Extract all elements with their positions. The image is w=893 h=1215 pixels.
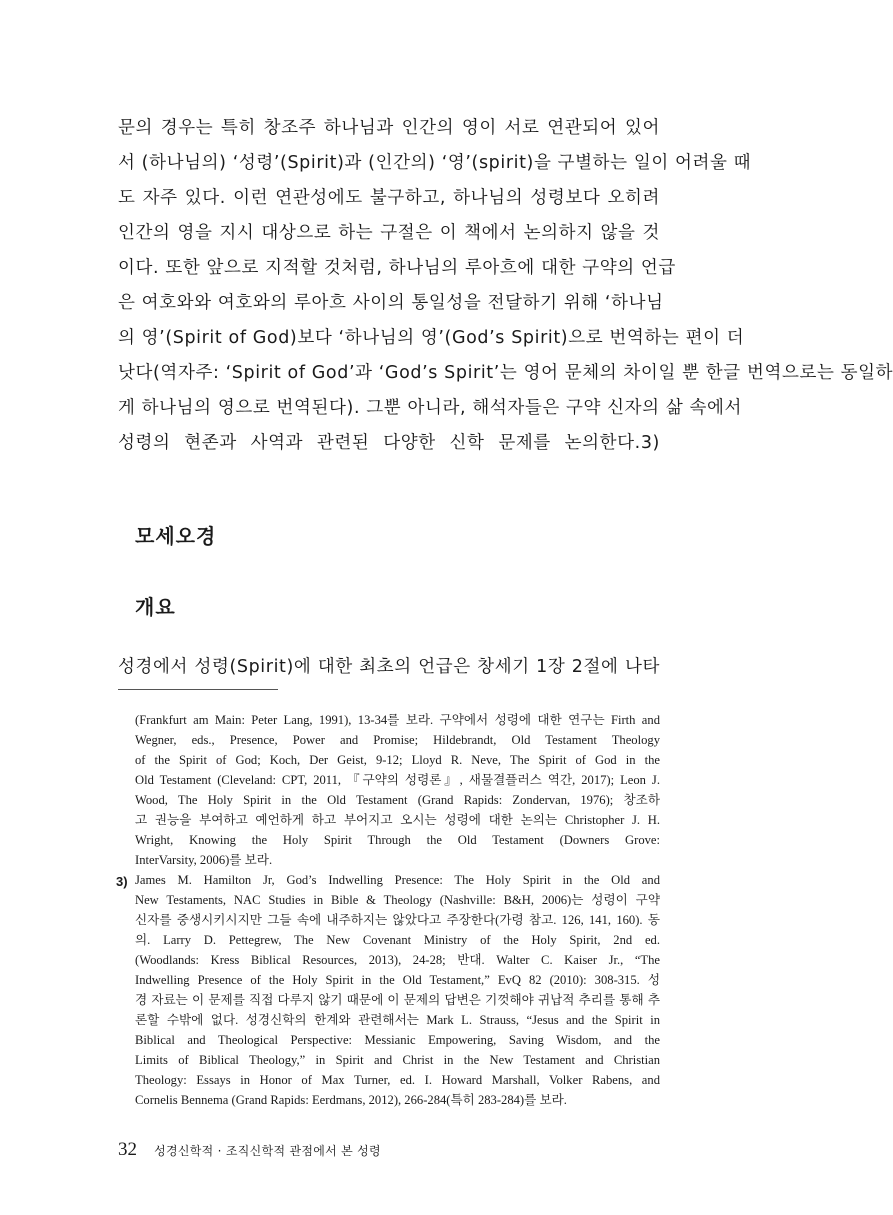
body-line: 이다. 또한 앞으로 지적할 것처럼, 하나님의 루아흐에 대한 구약의 언급 [118,258,676,278]
footnote-line: Cornelis Bennema (Grand Rapids: Eerdmans, 2012), 266-284(특히 283-284)를 보라. [135,1093,567,1107]
body-line: 문의 경우는 특히 창조주 하나님과 인간의 영이 서로 연관되어 있어 [118,118,660,138]
footnote-line: Theology: Essays in Honor of Max Turner, ed. I. Howard Marshall, Volker Rabens, and [135,1073,660,1087]
footnote-line: of the Spirit of God; Koch, Der Geist, 9-12; Lloyd R. Neve, The Spirit of God in the [135,753,660,767]
footnote-line: 경 자료는 이 문제를 직접 다루지 않기 때문에 이 문제의 답변은 기껏해야 귀납적 추리를 통해 추 [135,993,660,1007]
footnote-line: Old Testament (Cleveland: CPT, 2011, 『구약의 성령론』, 새물결플러스 역간, 2017); Leon J. [135,773,660,787]
footnote-line: (Woodlands: Kress Biblical Resources, 2013), 24-28; 반대. Walter C. Kaiser Jr., “The [135,953,660,967]
page-number: 32 [118,1139,137,1160]
intro-line: 성경에서 성령(Spirit)에 대한 최초의 언급은 창세기 1장 2절에 나타 [118,657,660,677]
body-line: 게 하나님의 영으로 번역된다). 그뿐 아니라, 해석자들은 구약 신자의 삶 속에서 [118,398,743,418]
footnote-line: 의. Larry D. Pettegrew, The New Covenant Ministry of the Holy Spirit, 2nd ed. [135,933,660,947]
footnote-line: 신자를 중생시키시지만 그들 속에 내주하지는 않았다고 주장한다(가령 참고. 126, 141, 160). 동 [135,913,660,927]
footnote-line: Wood, The Holy Spirit in the Old Testament (Grand Rapids: Zondervan, 1976); 창조하 [135,793,660,807]
footnote-line: (Frankfurt am Main: Peter Lang, 1991), 13-34를 보라. 구약에서 성령에 대한 연구는 Firth and [135,713,660,727]
footnote-line: Biblical and Theological Perspective: Messianic Empowering, Saving Wisdom, and the [135,1033,660,1047]
footnote-line: 고 권능을 부여하고 예언하게 하고 부어지고 오시는 성령에 대한 논의는 Christopher J. H. [135,813,660,827]
footnote-line: Indwelling Presence of the Holy Spirit in the Old Testament,” EvQ 82 (2010): 308-315. 성 [135,973,660,987]
footnote-separator [118,689,278,690]
footnote-line: 론할 수밖에 없다. 성경신학의 한계와 관련해서는 Mark L. Strauss, “Jesus and the Spirit in [135,1013,660,1027]
body-line: 도 자주 있다. 이런 연관성에도 불구하고, 하나님의 성령보다 오히려 [118,188,660,208]
page-footer [118,1139,381,1161]
footnote-line: InterVarsity, 2006)를 보라. [135,853,273,867]
subsection-heading: 개요 [135,595,176,619]
footnote-number: 3) [116,874,128,889]
section-heading: 모세오경 [135,524,217,548]
footnote-line: James M. Hamilton Jr, God’s Indwelling Presence: The Holy Spirit in the Old and [135,873,660,887]
body-line: 인간의 영을 지시 대상으로 하는 구절은 이 책에서 논의하지 않을 것 [118,223,660,243]
body-line: 성령의 현존과 사역과 관련된 다양한 신학 문제를 논의한다.3) [118,433,660,453]
footnote-line: Limits of Biblical Theology,” in Spirit and Christ in the New Testament and Christian [135,1053,660,1067]
body-line: 은 여호와와 여호와의 루아흐 사이의 통일성을 전달하기 위해 ‘하나님 [118,293,664,313]
body-line: 의 영’(Spirit of God)보다 ‘하나님의 영’(God’s Spirit)으로 번역하는 편이 더 [118,328,745,348]
footnote-line: Wegner, eds., Presence, Power and Promise; Hildebrandt, Old Testament Theology [135,733,660,747]
body-line: 서 (하나님의) ‘성령’(Spirit)과 (인간의) ‘영’(spirit)을 구별하는 일이 어려울 때 [118,153,752,173]
running-title: 성경신학적 · 조직신학적 관점에서 본 성령 [154,1144,381,1158]
body-line: 낫다(역자주: ‘Spirit of God’과 ‘God’s Spirit’는 영어 문체의 차이일 뿐 한글 번역으로는 동일하 [118,363,893,383]
footnote-line: New Testaments, NAC Studies in Bible & Theology (Nashville: B&H, 2006)는 성령이 구약 [135,893,660,907]
footnote-line: Wright, Knowing the Holy Spirit Through the Old Testament (Downers Grove: [135,833,660,847]
